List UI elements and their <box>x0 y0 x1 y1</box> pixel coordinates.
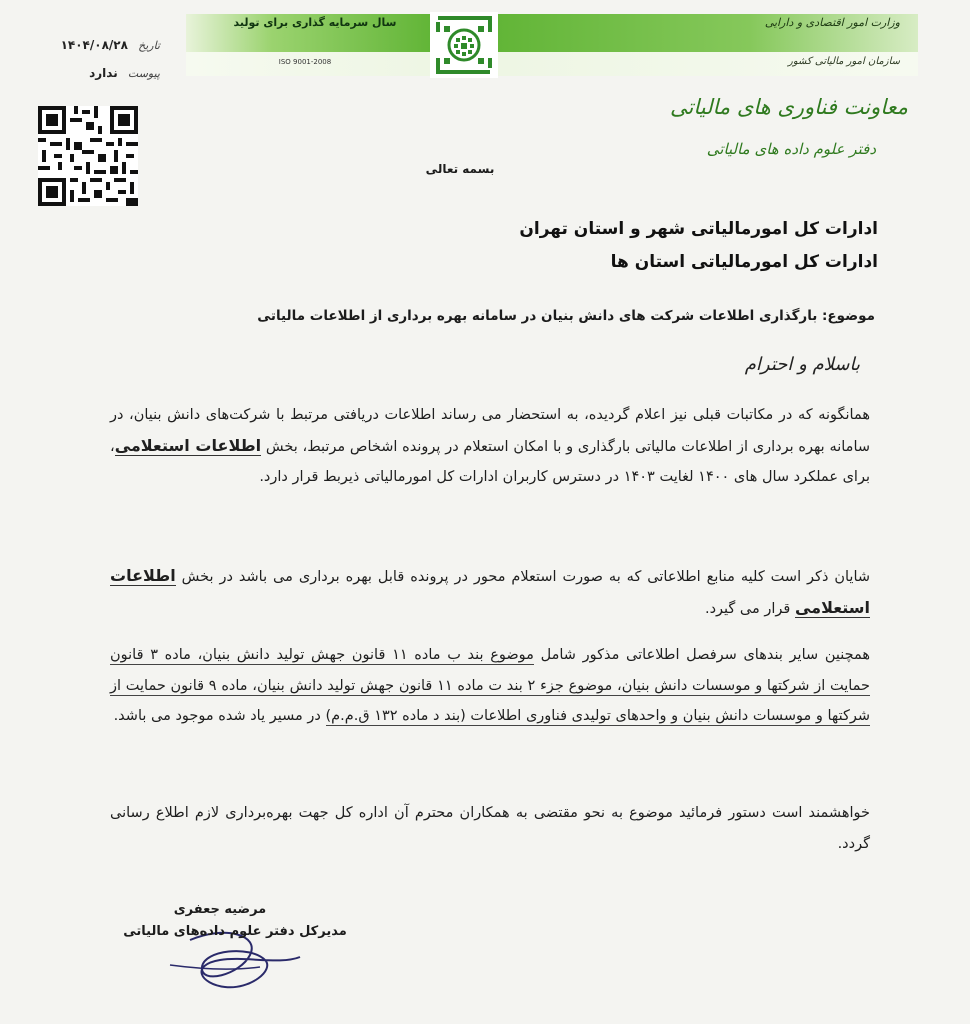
recipient-line: ادارات کل امورمالیاتی استان ها <box>610 252 878 272</box>
iso-certification: ISO 9001-2008 <box>278 58 332 66</box>
deputy-title: معاونت فناوری های مالیاتی <box>670 95 908 119</box>
body-paragraph <box>110 400 870 493</box>
paragraph-text: ، برای عملکرد سال های ۱۴۰۰ لغایت ۱۴۰۳ در دسترس کاربران ادارات کل امورمالیاتی ذیربط قرار دارد. <box>110 438 870 485</box>
body-paragraph <box>110 798 870 859</box>
ministry-name: وزارت امور اقتصادی و دارایی <box>764 16 900 29</box>
body-paragraph <box>110 561 870 624</box>
paragraph-text: همچنین سایر بندهای سرفصل اطلاعاتی مذکور شامل <box>540 647 871 663</box>
underlined-reference: موضوع بند ب ماده ۱۱ قانون جهش تولید دانش بنیان، ماده ۳ قانون حمایت از شرکتها و موسسات دانش بنیان، موضوع جزء ۲ بند ت ماده ۱۱ قانون جهش تولید دانش بنیان، ماده ۹ قانون حمایت از شرکتها و موسسات دانش بنیان و واحدهای تولیدی فناوری اطلاعات (بند د ماده ۱۳۲ ق.م.م) <box>110 647 870 724</box>
letter-attachment <box>22 66 160 80</box>
handwritten-signature <box>130 905 330 995</box>
highlighted-term: اطلاعات استعلامی <box>114 435 262 455</box>
bismillah: بسمه تعالی <box>425 162 495 176</box>
date-value: ۱۴۰۴/۰۸/۲۸ <box>60 38 128 52</box>
body-paragraph <box>110 640 870 732</box>
organization-name: سازمان امور مالیاتی کشور <box>788 56 900 67</box>
highlighted-term: اطلاعات استعلامی <box>110 566 870 617</box>
date-label: تاریخ <box>138 39 160 52</box>
letter-date <box>22 38 160 52</box>
attachment-label: پیوست <box>127 67 160 80</box>
paragraph-text: در مسیر یاد شده موجود می باشد. <box>113 708 321 724</box>
paragraph-text: شایان ذکر است کلیه منابع اطلاعاتی که به صورت استعلام محور در پرونده قابل بهره برداری می باشد در بخش <box>181 569 871 585</box>
office-title: دفتر علوم داده های مالیاتی <box>706 140 876 158</box>
paragraph-text: همانگونه که در مکاتبات قبلی نیز اعلام گردیده، به استحضار می رساند اطلاعات دریافتی مرتبط با شرکت‌های دانش بنیان، در سامانه بهره برداری از اطلاعات مالیاتی بارگذاری و با امکان استعلام در پرونده اشخاص مرتبط، بخش <box>110 407 871 455</box>
year-slogan: سال سرمایه گذاری برای تولید <box>233 16 397 29</box>
recipient-line: ادارات کل امورمالیاتی شهر و استان تهران <box>519 219 878 239</box>
salutation: باسلام و احترام <box>744 354 860 375</box>
tax-organization-logo <box>430 12 498 78</box>
signatory-name: مرضیه جعفری <box>173 902 267 917</box>
letter-subject: موضوع: بارگذاری اطلاعات شرکت های دانش بنیان در سامانه بهره برداری از اطلاعات مالیاتی <box>257 308 875 324</box>
paragraph-text: خواهشمند است دستور فرمائید موضوع به نحو مقتضی به همکاران محترم آن اداره کل جهت بهره‌برداری لازم اطلاع رسانی گردد. <box>110 805 870 852</box>
attachment-value: ندارد <box>89 66 118 80</box>
signatory-title: مدیرکل دفتر علوم داده‌های مالیاتی <box>123 924 347 939</box>
qr-code <box>38 106 138 206</box>
paragraph-text: قرار می گیرد. <box>704 600 791 617</box>
